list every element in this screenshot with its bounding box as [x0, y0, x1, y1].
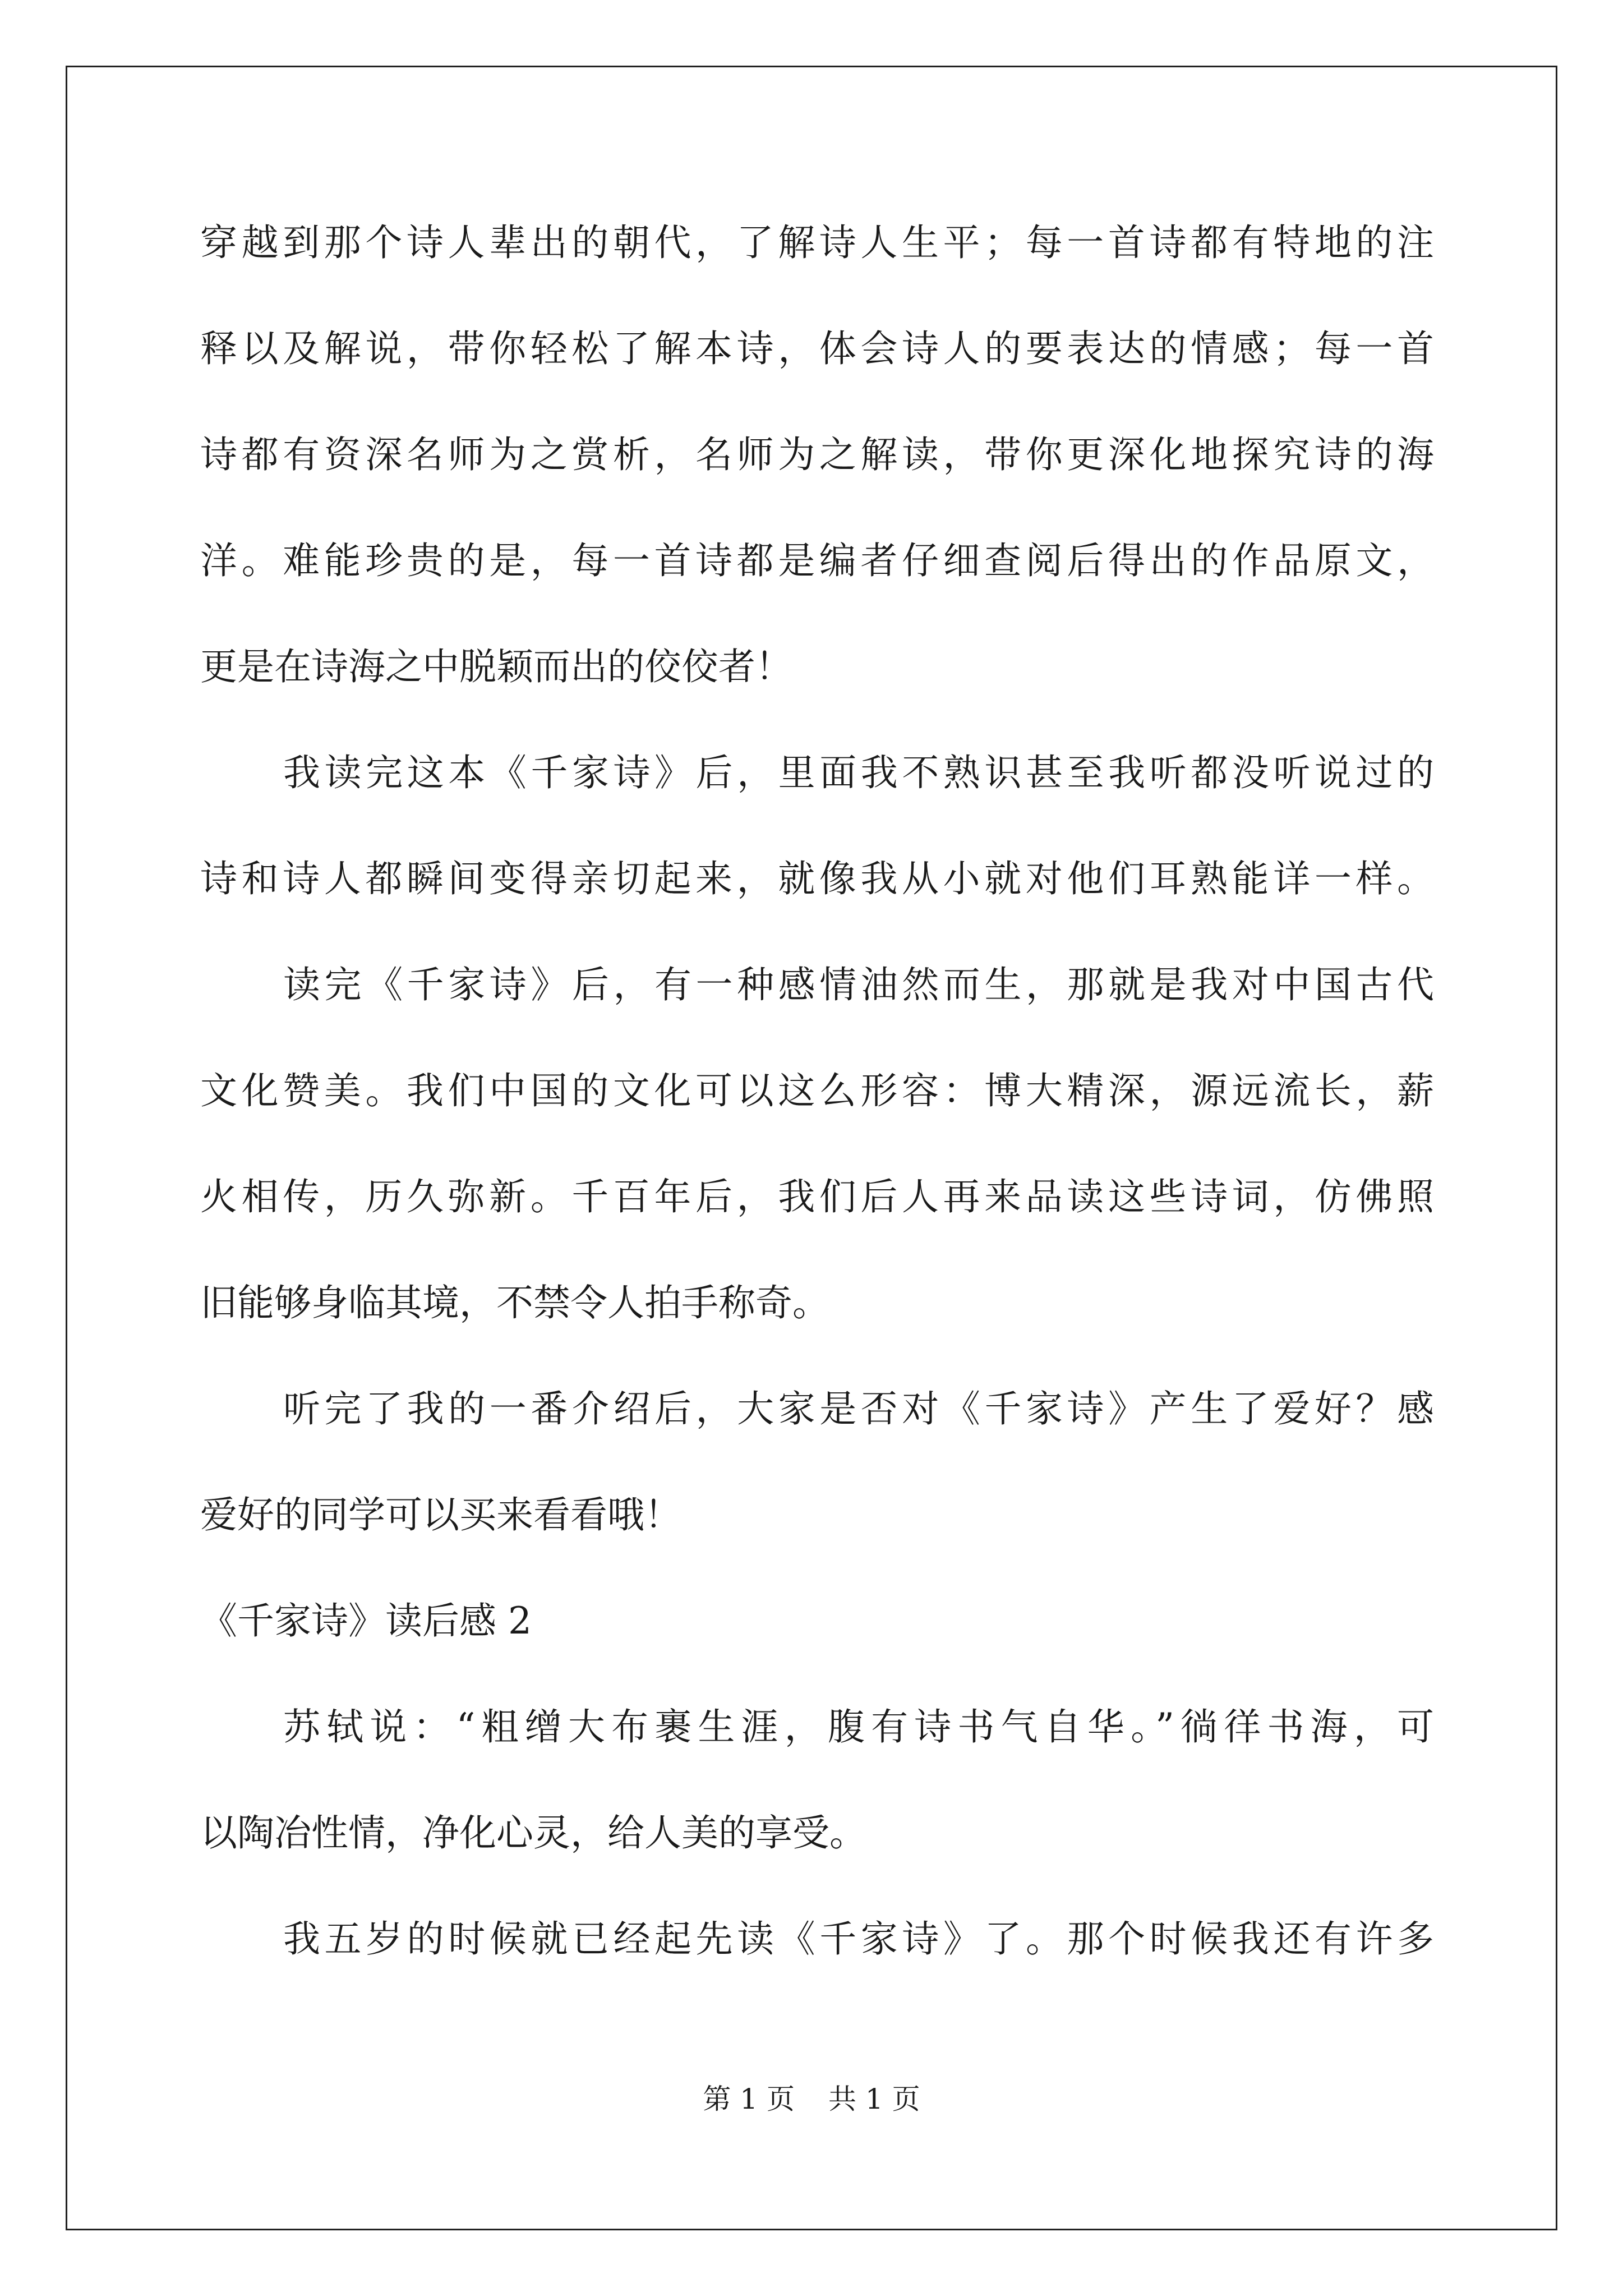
text-line: 文化赞美。我们中国的文化可以这么形容：博大精深，源远流长，薪	[200, 1069, 1434, 1112]
paragraph-first-line: 我读完这本《千家诗》后，里面我不熟识甚至我听都没听说过的	[283, 751, 1434, 794]
text-line: 释以及解说，带你轻松了解本诗，体会诗人的要表达的情感；每一首	[200, 327, 1434, 370]
text-line: 洋。难能珍贵的是，每一首诗都是编者仔细查阅后得出的作品原文，	[200, 539, 1434, 582]
text-line: 以陶冶性情，净化心灵，给人美的享受。	[200, 1811, 866, 1855]
text-line: 诗和诗人都瞬间变得亲切起来，就像我从小就对他们耳熟能详一样。	[200, 857, 1434, 900]
document-body	[200, 212, 1434, 2014]
section-heading: 《千家诗》读后感 2	[200, 1599, 532, 1642]
paragraph-first-line: 苏轼说：“粗缯大布裹生涯，腹有诗书气自华。”徜徉书海，可	[283, 1705, 1434, 1749]
paragraph-first-line: 听完了我的一番介绍后，大家是否对《千家诗》产生了爱好？感	[283, 1387, 1434, 1430]
text-line: 更是在诗海之中脱颖而出的佼佼者！	[200, 645, 792, 688]
text-line: 火相传，历久弥新。千百年后，我们后人再来品读这些诗词，仿佛照	[200, 1175, 1434, 1218]
page-total: 共 1 页	[828, 2083, 920, 2115]
page-footer	[0, 2082, 1623, 2116]
text-line: 爱好的同学可以买来看看哦！	[200, 1493, 681, 1536]
text-line: 穿越到那个诗人辈出的朝代，了解诗人生平；每一首诗都有特地的注	[200, 221, 1434, 264]
page-number: 第 1 页	[703, 2083, 795, 2115]
text-line: 旧能够身临其境，不禁令人拍手称奇。	[200, 1281, 829, 1324]
paragraph-first-line: 读完《千家诗》后，有一种感情油然而生，那就是我对中国古代	[283, 963, 1434, 1006]
paragraph-first-line: 我五岁的时候就已经起先读《千家诗》了。那个时候我还有许多	[283, 1917, 1434, 1961]
text-line: 诗都有资深名师为之赏析，名师为之解读，带你更深化地探究诗的海	[200, 433, 1434, 476]
